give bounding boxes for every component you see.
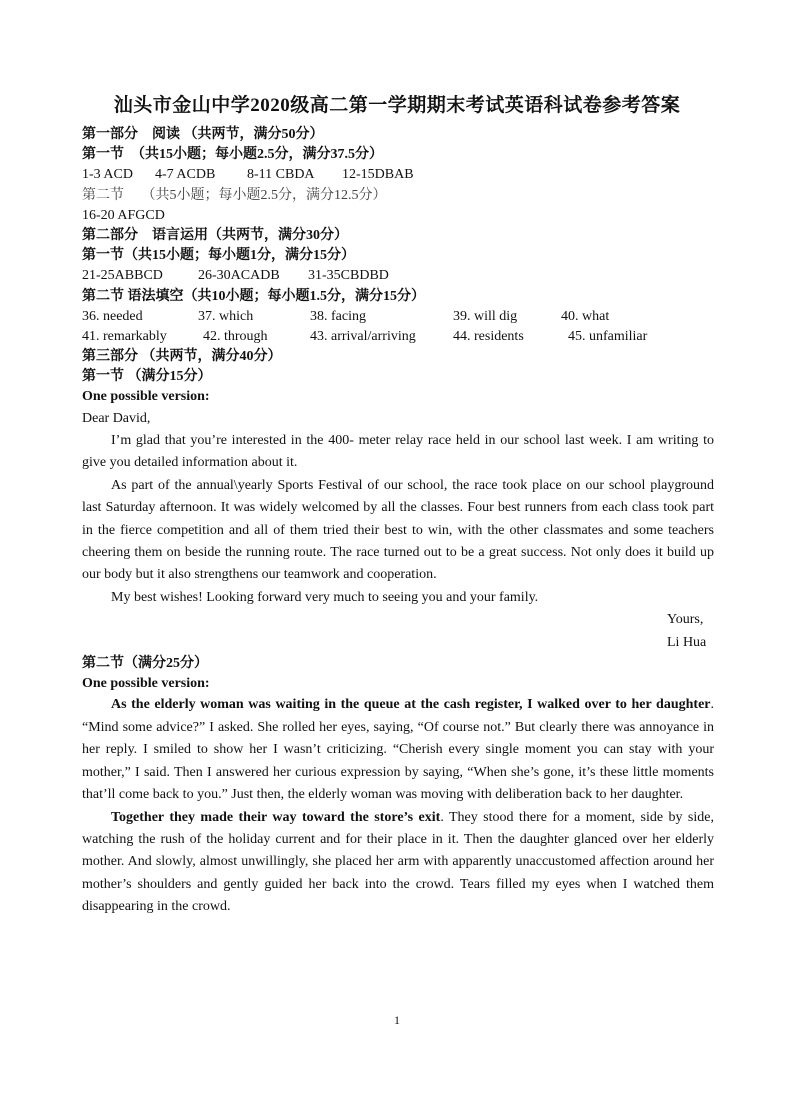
- part1-sec2-answers: 16-20 AFGCD: [82, 207, 165, 223]
- grammar-answers-row-2: [82, 327, 714, 347]
- letter-paragraph: As part of the annual\yearly Sports Festival of our school, the race took place on our school playground last Saturday afternoon. It was widely welcomed by all the classes. Four best runners from each class took part in the fierce competition and all of them tried their best to win, with the other classmates and some teachers cheering them on beside the running route. The race turned out to be a great success. Not only does it build up our body but it also strengthens our teamwork and cooperation.: [82, 477, 714, 583]
- part2-sec1-answers: [82, 266, 714, 286]
- grammar-answer: 37. which: [198, 308, 254, 324]
- part1-sec1-heading: 第一节 （共15小题；每小题2.5分，满分37.5分）: [82, 147, 383, 163]
- answer-group: 21-25ABBCD: [82, 268, 163, 284]
- answer-group: 31-35CBDBD: [308, 268, 389, 284]
- grammar-answer: 44. residents: [453, 328, 524, 344]
- part3-sec2-version-label: One possible version:: [82, 676, 210, 692]
- grammar-answer: 42. through: [203, 328, 268, 344]
- letter-closing: Yours,: [667, 612, 704, 628]
- answer-group: 4-7 ACDB: [155, 167, 216, 183]
- part1-heading: 第一部分 阅读 （共两节，满分50分）: [82, 127, 324, 142]
- answer-group: 8-11 CBDA: [247, 167, 315, 183]
- grammar-answer: 40. what: [561, 308, 610, 324]
- part1-sec1-answers: [82, 165, 714, 185]
- grammar-answer: 38. facing: [310, 308, 366, 324]
- part3-sec1-heading: 第一节 （满分15分）: [82, 369, 212, 385]
- part2-sec2-heading: 第二节 语法填空（共10小题；每小题1.5分，满分15分）: [82, 288, 425, 304]
- letter-paragraph: I’m glad that you’re interested in the 400- meter relay race held in our school last week. I am writing to give you detailed information about it.: [82, 433, 714, 471]
- answer-group: 26-30ACADB: [198, 268, 280, 284]
- grammar-answers-row-1: [82, 307, 714, 327]
- letter-paragraph: My best wishes! Looking forward very much to seeing you and your family.: [111, 589, 539, 605]
- grammar-answer: 45. unfamiliar: [568, 328, 648, 344]
- grammar-answer: 43. arrival/arriving: [310, 328, 416, 344]
- grammar-answer: 39. will dig: [453, 308, 518, 324]
- letter-greeting: Dear David,: [82, 410, 151, 426]
- letter-signature: Li Hua: [667, 634, 707, 650]
- part3-heading: 第三部分 （共两节，满分40分）: [82, 349, 282, 365]
- grammar-answer: 41. remarkably: [82, 328, 167, 344]
- part3-sec1-version-label: One possible version:: [82, 389, 210, 405]
- part2-sec1-heading: 第一节（共15小题；每小题1分，满分15分）: [82, 248, 355, 264]
- story-paragraph-text: . “Mind some advice?” I asked. She rolled her eyes, saying, “Of course not.” But clearly there was annoyance in her reply. I smiled to show her I wasn’t criticizing. “Cherish every single moment you can stay with your mother,” I said. Then I answered her curious expression by saying, “When she’s gone, it’s these little moments that’ll come back to you.” Just then, the elderly woman was moving with deliberation back to her daughter.: [82, 697, 714, 803]
- page-number: 1: [394, 1013, 400, 1027]
- part2-heading: 第二部分 语言运用（共两节，满分30分）: [82, 227, 348, 243]
- grammar-answer: 36. needed: [82, 308, 143, 324]
- story-paragraph-lead: Together they made their way toward the store’s exit: [111, 809, 441, 825]
- document-body: [82, 125, 714, 919]
- part1-sec2-heading: 第二节 （共5小题；每小题2.5分，满分12.5分）: [82, 187, 387, 203]
- answer-group: 12-15DBAB: [342, 167, 414, 183]
- story-paragraph: [82, 694, 714, 806]
- part3-sec2-heading: 第二节（满分25分）: [82, 656, 208, 672]
- answer-group: 1-3 ACD: [82, 167, 133, 183]
- story-paragraph-text: . They stood there for a moment, side by side, watching the rush of the holiday current and for their place in it. Then the daughter glanced over her elderly mother. And slowly, almost unwillingly, she placed her arm with apparently unaccustomed affection around her mother’s shoulders and gently guided her back into the crowd. Tears filled my eyes when I watched them disappearing in the crowd.: [82, 809, 714, 915]
- story-paragraph: [82, 807, 714, 919]
- story-paragraph-lead: As the elderly woman was waiting in the queue at the cash register, I walked over to her daughter: [111, 697, 711, 713]
- document-title: 汕头市金山中学2020级高二第一学期期末考试英语科试卷参考答案: [113, 95, 681, 116]
